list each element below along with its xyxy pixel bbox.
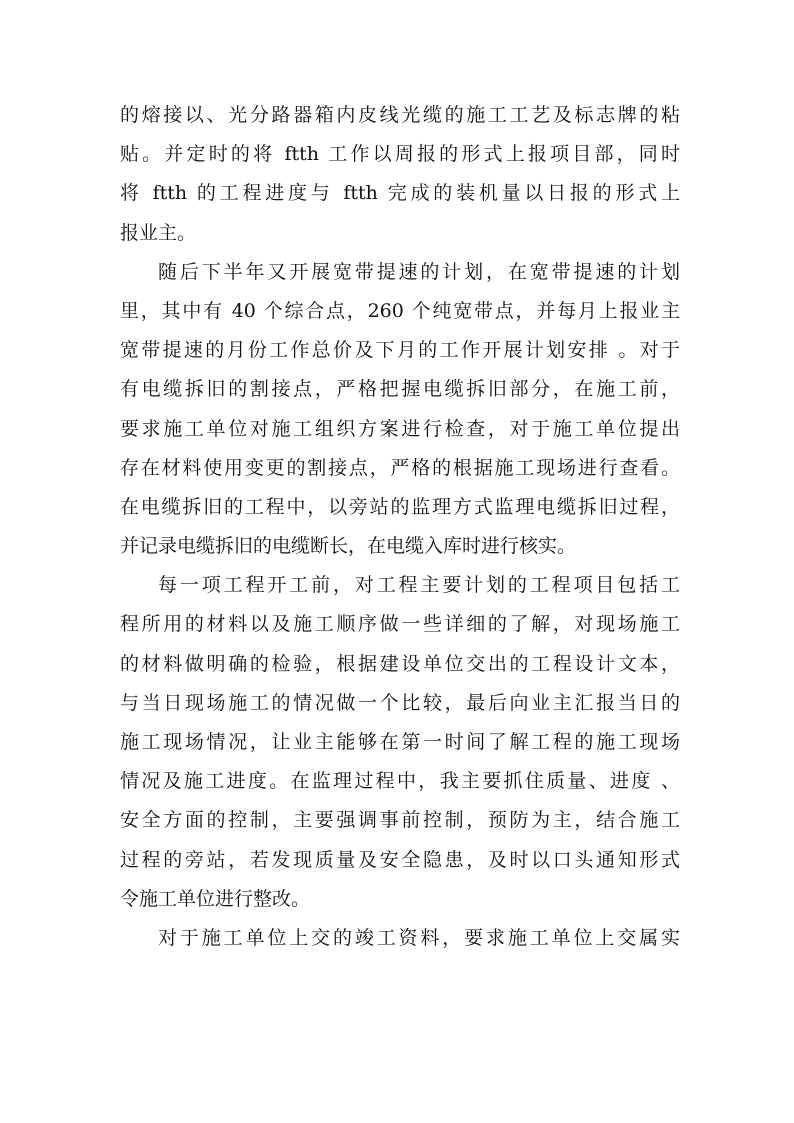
text-line: 程所用的材料以及施工顺序做一些详细的了解，对现场施工: [120, 613, 680, 636]
text-line: 并记录电缆拆旧的电缆断长，在电缆入库时进行核实。: [120, 535, 577, 558]
text-line: 报业主。: [120, 221, 197, 244]
text-line: 对于施工单位上交的竣工资料，要求施工单位上交属实: [158, 926, 680, 949]
text-line: 要求施工单位对施工组织方案进行检查，对于施工单位提出: [120, 417, 680, 440]
text-line: 情况及施工进度。在监理过程中，我主要抓住质量、进度 、: [120, 770, 680, 793]
body-text: [120, 96, 680, 958]
text-line: 安全方面的控制，主要强调事前控制，预防为主，结合施工: [120, 809, 680, 832]
text-line: 宽带提速的月份工作总价及下月的工作开展计划安排 。对于: [120, 339, 680, 362]
text-line: 里，其中有 40 个综合点，260 个纯宽带点，并每月上报业主: [120, 299, 680, 322]
text-line: 有电缆拆旧的割接点，严格把握电缆拆旧部分，在施工前，: [120, 378, 680, 401]
text-line: 的熔接以、光分路器箱内皮线光缆的施工工艺及标志牌的粘: [120, 104, 680, 126]
text-line: 将 ftth 的工程进度与 ftth 完成的装机量以日报的形式上: [120, 182, 680, 205]
text-line: 贴。并定时的将 ftth 工作以周报的形式上报项目部，同时: [120, 143, 680, 166]
text-line: 施工现场情况，让业主能够在第一时间了解工程的施工现场: [120, 731, 680, 753]
text-line: 随后下半年又开展宽带提速的计划，在宽带提速的计划: [158, 260, 680, 283]
text-line: 每一项工程开工前，对工程主要计划的工程项目包括工: [158, 574, 680, 597]
text-line: 与当日现场施工的情况做一个比较，最后向业主汇报当日的: [120, 691, 680, 714]
text-line: 令施工单位进行整改。: [120, 887, 311, 910]
text-line: 存在材料使用变更的割接点，严格的根据施工现场进行查看。: [120, 456, 680, 479]
text-line: 过程的旁站，若发现质量及安全隐患，及时以口头通知形式: [120, 848, 680, 871]
text-line: 在电缆拆旧的工程中，以旁站的监理方式监理电缆拆旧过程，: [120, 495, 680, 518]
text-line: 的材料做明确的检验，根据建设单位交出的工程设计文本，: [120, 652, 680, 675]
